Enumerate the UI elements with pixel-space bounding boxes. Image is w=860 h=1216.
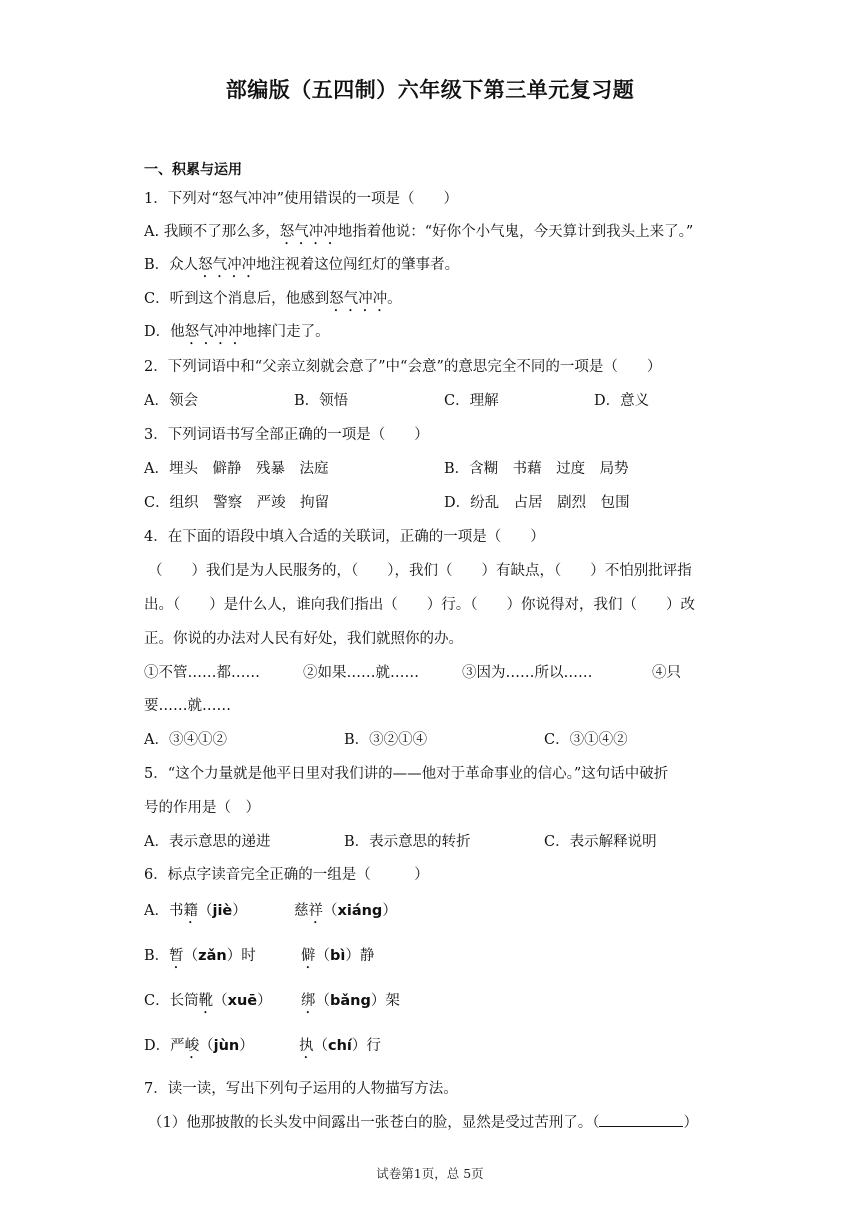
question-6-option-c-item-2: 绑（bǎng）架 xyxy=(301,993,400,1009)
question-4-choice-1: ①不管……都…… xyxy=(144,665,260,681)
question-2-option-b: B．领悟 xyxy=(294,393,349,409)
question-6-option-d-item-2: 执（chí）行 xyxy=(299,1038,381,1054)
question-5-stem-line-1: 5．“这个力量就是他平日里对我们讲的——他对于革命事业的信心。”这句话中破折 xyxy=(144,766,669,782)
section-heading: 一、积累与运用 xyxy=(144,162,242,178)
question-4-choice-4-cont: 要……就…… xyxy=(144,698,231,714)
page-title: 部编版（五四制）六年级下第三单元复习题 xyxy=(225,78,635,102)
answer-blank[interactable] xyxy=(599,1112,683,1127)
page-footer: 试卷第1页，总 5页 xyxy=(376,1166,484,1181)
question-6-option-d-item-1: D．严峻（jùn） xyxy=(144,1038,254,1054)
question-5-option-c: C．表示解释说明 xyxy=(544,834,657,850)
question-1-option-b: B．众人怒气冲冲地注视着这位闯红灯的肇事者。 xyxy=(144,257,460,273)
question-2-option-d: D．意义 xyxy=(594,393,650,409)
question-3-option-b: B．含糊 书藉 过度 局势 xyxy=(444,461,629,477)
question-5-option-b: B．表示意思的转折 xyxy=(344,834,471,850)
question-5-stem-line-2: 号的作用是（ ） xyxy=(144,800,260,816)
question-1-option-d: D．他怒气冲冲地摔门走了。 xyxy=(144,324,330,340)
question-1-stem: 1．下列对“怒气冲冲”使用错误的一项是（ ） xyxy=(144,191,459,207)
question-6-option-b-item-1: B．暂（zǎn）时 xyxy=(144,948,256,964)
question-6-stem: 6．标点字读音完全正确的一组是（ ） xyxy=(144,867,429,883)
question-4-choice-4: ④只 xyxy=(652,665,681,681)
question-3-option-a: A．埋头 僻静 残暴 法庭 xyxy=(144,461,329,477)
question-1-option-a: A. 我顾不了那么多，怒气冲冲地指着他说：“好你个小气鬼，今天算计到我头上来了。” xyxy=(144,224,694,240)
question-4-stem: 4．在下面的语段中填入合适的关联词，正确的一项是（ ） xyxy=(144,529,545,545)
question-4-option-c: C．③①④② xyxy=(544,732,628,748)
question-4-passage-line-2: 出。（ ）是什么人，谁向我们指出（ ）行。（ ）你说得对，我们（ ）改 xyxy=(144,597,695,613)
question-4-passage-line-3: 正。你说的办法对人民有好处，我们就照你的办。 xyxy=(144,631,463,647)
question-7-stem: 7．读一读，写出下列句子运用的人物描写方法。 xyxy=(144,1081,458,1097)
question-3-option-c: C．组织 警察 严竣 拘留 xyxy=(144,495,330,511)
question-6-option-b-item-2: 僻（bì）静 xyxy=(301,948,375,964)
question-4-option-a: A．③④①② xyxy=(144,732,227,748)
question-4-option-b: B．③②①④ xyxy=(344,732,428,748)
question-3-stem: 3．下列词语书写全部正确的一项是（ ） xyxy=(144,427,429,443)
question-2-stem: 2．下列词语中和“父亲立刻就会意了”中“会意”的意思完全不同的一项是（ ） xyxy=(144,359,662,375)
question-2-option-a: A．领会 xyxy=(144,393,198,409)
question-3-option-d: D．纷乱 占居 剧烈 包围 xyxy=(444,495,630,511)
question-6-option-a-item-2: 慈祥（xiáng） xyxy=(294,903,397,919)
question-5-option-a: A．表示意思的递进 xyxy=(144,834,271,850)
question-4-choice-2: ②如果……就…… xyxy=(303,665,419,681)
question-2-option-c: C．理解 xyxy=(444,393,499,409)
question-4-passage-line-1: （ ）我们是为人民服务的，（ ），我们（ ）有缺点，（ ）不怕别批评指 xyxy=(148,563,692,579)
question-7-sentence-1: （1）他那披散的长头发中间露出一张苍白的脸，显然是受过苦刑了。（ ） xyxy=(148,1111,698,1132)
question-6-option-a-item-1: A．书籍（jiè） xyxy=(144,903,247,919)
question-1-option-c: C．听到这个消息后，他感到怒气冲冲。 xyxy=(144,291,402,307)
question-4-choice-3: ③因为……所以…… xyxy=(462,665,593,681)
question-6-option-c-item-1: C．长筒靴（xuē） xyxy=(144,993,272,1009)
